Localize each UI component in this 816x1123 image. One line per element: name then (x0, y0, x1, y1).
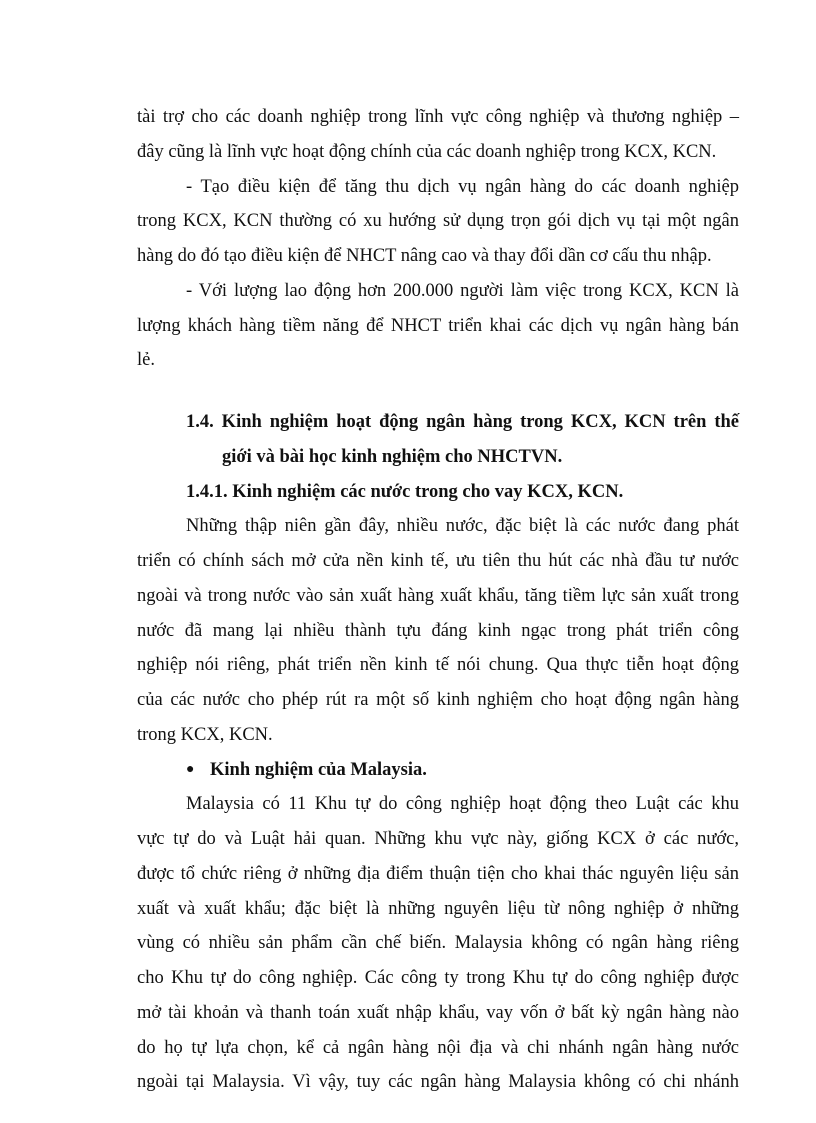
bullet-dot-icon: ● (186, 762, 195, 777)
heading-1-4-line-2: giới và bài học kinh nghiệm cho NHCTVN. (222, 447, 563, 467)
paragraph-2-line-3: hàng do đó tạo điều kiện để NHCT nâng cao và thay đổi dần cơ cấu thu nhập. (137, 246, 712, 266)
bullet-malaysia-label: Kinh nghiệm của Malaysia. (210, 760, 427, 780)
paragraph-3-line-3: lẻ. (137, 350, 155, 370)
paragraph-3-line-1: - Với lượng lao động hơn 200.000 người làm việc trong KCX, KCN là (186, 281, 739, 301)
paragraph-5-line-1: Malaysia có 11 Khu tự do công nghiệp hoạt động theo Luật các khu (186, 794, 739, 814)
paragraph-4-line-7: trong KCX, KCN. (137, 725, 273, 745)
paragraph-1-line-1: tài trợ cho các doanh nghiệp trong lĩnh vực công nghiệp và thương nghiệp – (137, 107, 739, 127)
paragraph-5-line-5: vùng có nhiều sản phẩm cần chế biến. Malaysia không có ngân hàng riêng (137, 933, 739, 953)
paragraph-5-line-9: ngoài tại Malaysia. Vì vậy, tuy các ngân hàng Malaysia không có chi nhánh (137, 1072, 739, 1092)
paragraph-4-line-6: của các nước cho phép rút ra một số kinh nghiệm cho hoạt động ngân hàng (137, 690, 739, 710)
paragraph-1-line-2: đây cũng là lĩnh vực hoạt động chính của các doanh nghiệp trong KCX, KCN. (137, 142, 717, 162)
paragraph-2-line-2: trong KCX, KCN thường có xu hướng sử dụng trọn gói dịch vụ tại một ngân (137, 211, 739, 231)
paragraph-4-line-2: triển có chính sách mở cửa nền kinh tế, ưu tiên thu hút các nhà đầu tư nước (137, 551, 739, 571)
paragraph-5-line-6: cho Khu tự do công nghiệp. Các công ty trong Khu tự do công nghiệp được (137, 968, 739, 988)
paragraph-3-line-2: lượng khách hàng tiềm năng để NHCT triển khai các dịch vụ ngân hàng bán (137, 316, 739, 336)
paragraph-4-line-1: Những thập niên gần đây, nhiều nước, đặc biệt là các nước đang phát (186, 516, 739, 536)
paragraph-4-line-5: nghiệp nói riêng, phát triển nền kinh tế nói chung. Qua thực tiễn hoạt động (137, 655, 739, 675)
paragraph-4-line-4: nước đã mang lại nhiều thành tựu đáng kinh ngạc trong phát triển công (137, 621, 739, 641)
paragraph-5-line-8: do họ tự lựa chọn, kể cả ngân hàng nội địa và chi nhánh ngân hàng nước (137, 1038, 739, 1058)
paragraph-4-line-3: ngoài và trong nước vào sản xuất hàng xuất khẩu, tăng tiềm lực sản xuất trong (137, 586, 739, 606)
paragraph-5-line-4: xuất và xuất khẩu; đặc biệt là những nguyên liệu từ nông nghiệp ở những (137, 899, 739, 919)
paragraph-5-line-7: mở tài khoản và thanh toán xuất nhập khẩu, vay vốn ở bất kỳ ngân hàng nào (137, 1003, 739, 1023)
heading-1-4-1: 1.4.1. Kinh nghiệm các nước trong cho vay KCX, KCN. (186, 482, 624, 502)
heading-1-4-line-1: 1.4. Kinh nghiệm hoạt động ngân hàng trong KCX, KCN trên thế (186, 412, 739, 432)
paragraph-5-line-3: được tổ chức riêng ở những địa điểm thuận tiện cho khai thác nguyên liệu sản (137, 864, 739, 884)
paragraph-2-line-1: - Tạo điều kiện để tăng thu dịch vụ ngân hàng do các doanh nghiệp (186, 177, 739, 197)
paragraph-5-line-2: vực tự do và Luật hải quan. Những khu vực này, giống KCX ở các nước, (137, 829, 739, 849)
